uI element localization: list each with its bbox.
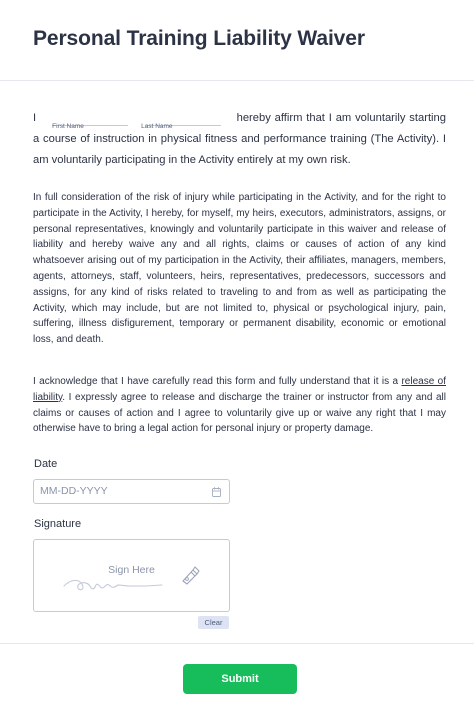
signature-pad[interactable] <box>33 539 230 612</box>
submit-button[interactable]: Submit <box>183 664 297 694</box>
signature-label: Signature <box>34 518 82 530</box>
date-input[interactable] <box>40 485 200 497</box>
ack-text-end: . I expressly agree to release and discharge the trainer or instructor from any and all claims or causes of action and I agree to voluntarily give up or waive any right that I may otherwise have to bring a legal action for personal injury or property damage. <box>33 391 446 435</box>
affirm-text: hereby affirm that I am voluntarily starting a course of instruction in physical fitness and performance training (The Activity). I am voluntarily participating in the Activity entirely at my own risk. <box>33 112 446 166</box>
sign-here-placeholder: Sign Here <box>108 564 155 576</box>
form-header <box>0 0 474 81</box>
pen-icon <box>178 564 202 586</box>
first-name-sublabel: First Name <box>52 123 84 130</box>
release-of-liability-link[interactable]: release of liability <box>33 376 447 403</box>
calendar-icon[interactable] <box>212 487 221 497</box>
last-name-sublabel: Last Name <box>141 123 173 130</box>
affirm-prefix: I <box>33 112 37 124</box>
date-field[interactable] <box>33 479 230 504</box>
acknowledgement-paragraph <box>33 374 446 437</box>
form-title: Personal Training Liability Waiver <box>33 27 365 50</box>
affirm-paragraph <box>33 108 446 171</box>
ack-text-start: I acknowledge that I have carefully read this form and fully understand that it is a <box>33 376 402 387</box>
consideration-paragraph: In full consideration of the risk of injury while participating in the Activity, and for the right to participate in the Activity, I hereby, for myself, my heirs, executors, administrators, assigns, or personal representatives, knowingly and voluntarily participate in this waiver and release of liability and hereby waive any and all rights, claims or causes of action of any kind whatsoever arising out of my participation in the Activity, their affiliates, managers, members, agents, attorneys, staff, volunteers, heirs, representatives, predecessors, successors and assigns, for any kind of risks related to traveling to and from as well as participating the Activity, which may include, but are not limited to, physical or psychological injury, pain, suffering, illness disfigurement, temporary or permanent disability, economic or emotional loss, and death. <box>33 192 446 346</box>
full-name-field <box>36 108 221 129</box>
form-footer <box>0 643 474 719</box>
clear-signature-button[interactable]: Clear <box>198 616 229 629</box>
date-label: Date <box>34 458 58 470</box>
